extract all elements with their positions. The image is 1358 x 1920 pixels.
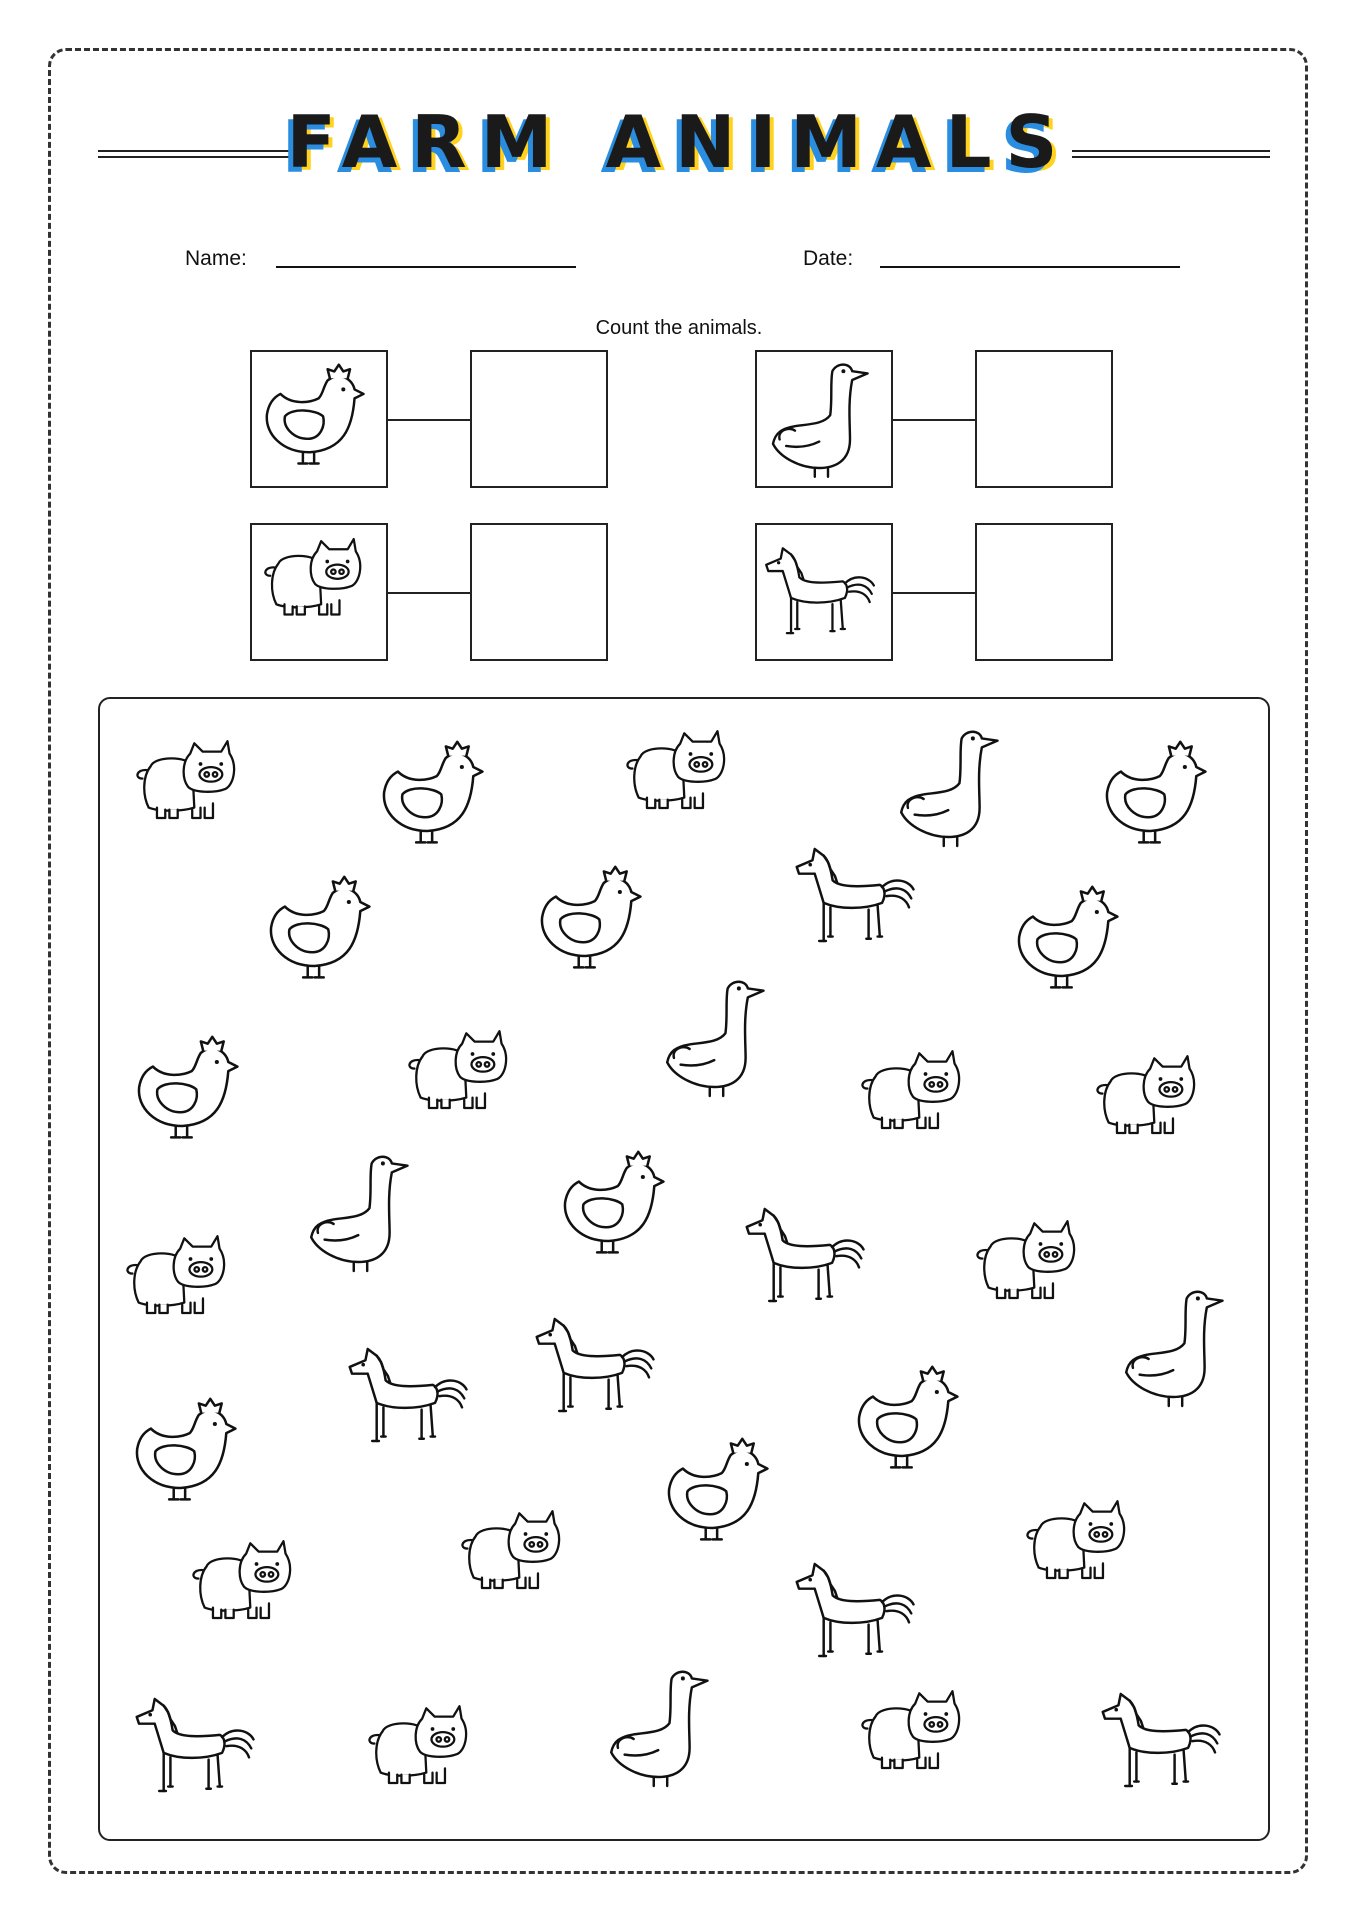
- chicken-icon: [258, 358, 368, 468]
- scene-chicken-icon: [850, 1360, 962, 1472]
- scene-chicken-icon: [375, 735, 487, 847]
- scene-chicken-icon: [130, 1030, 242, 1142]
- scene-chicken-icon: [533, 860, 645, 972]
- count-goose-answer-box[interactable]: [975, 350, 1113, 488]
- count-chicken-answer-box[interactable]: [470, 350, 608, 488]
- scene-pig-icon: [855, 1685, 967, 1772]
- name-field[interactable]: [276, 266, 576, 268]
- scene-chicken-icon: [556, 1145, 668, 1257]
- scene-chicken-icon: [1010, 880, 1122, 992]
- scene-chicken-icon: [128, 1392, 240, 1504]
- scene-horse-icon: [1096, 1685, 1224, 1791]
- count-pig-answer-box[interactable]: [470, 523, 608, 661]
- scene-goose-icon: [1115, 1285, 1227, 1410]
- count-goose-connector: [893, 419, 975, 421]
- scene-chicken-icon: [262, 870, 374, 982]
- scene-goose-icon: [890, 725, 1002, 850]
- scene-pig-icon: [186, 1535, 298, 1622]
- scene-pig-icon: [1090, 1050, 1202, 1137]
- count-chicken-connector: [388, 419, 470, 421]
- pig-icon: [258, 533, 368, 619]
- scene-goose-icon: [300, 1150, 412, 1275]
- count-pig-connector: [388, 592, 470, 594]
- scene-pig-icon: [855, 1045, 967, 1132]
- scene-horse-icon: [343, 1340, 471, 1446]
- scene-horse-icon: [130, 1690, 258, 1796]
- scene-pig-icon: [620, 725, 732, 812]
- scene-pig-icon: [455, 1505, 567, 1592]
- scene-horse-icon: [790, 840, 918, 946]
- scene-chicken-icon: [1098, 735, 1210, 847]
- scene-horse-icon: [790, 1555, 918, 1661]
- scene-pig-icon: [970, 1215, 1082, 1302]
- scene-goose-icon: [600, 1665, 712, 1790]
- scene-pig-icon: [362, 1700, 474, 1787]
- scene-pig-icon: [1020, 1495, 1132, 1582]
- scene-pig-icon: [402, 1025, 514, 1112]
- count-horse-connector: [893, 592, 975, 594]
- date-label: Date:: [803, 247, 854, 270]
- name-label: Name:: [185, 247, 247, 270]
- scene-pig-icon: [130, 735, 242, 822]
- scene-pig-icon: [120, 1230, 232, 1317]
- scene-goose-icon: [656, 975, 768, 1100]
- scene-horse-icon: [530, 1310, 658, 1416]
- scene-horse-icon: [740, 1200, 868, 1306]
- worksheet-title: FARM ANIMALS: [286, 100, 1072, 184]
- instruction-text: Count the animals.: [595, 317, 763, 339]
- horse-icon: [760, 540, 878, 637]
- scene-chicken-icon: [660, 1432, 772, 1544]
- goose-icon: [762, 358, 872, 481]
- count-horse-answer-box[interactable]: [975, 523, 1113, 661]
- date-field[interactable]: [880, 266, 1180, 268]
